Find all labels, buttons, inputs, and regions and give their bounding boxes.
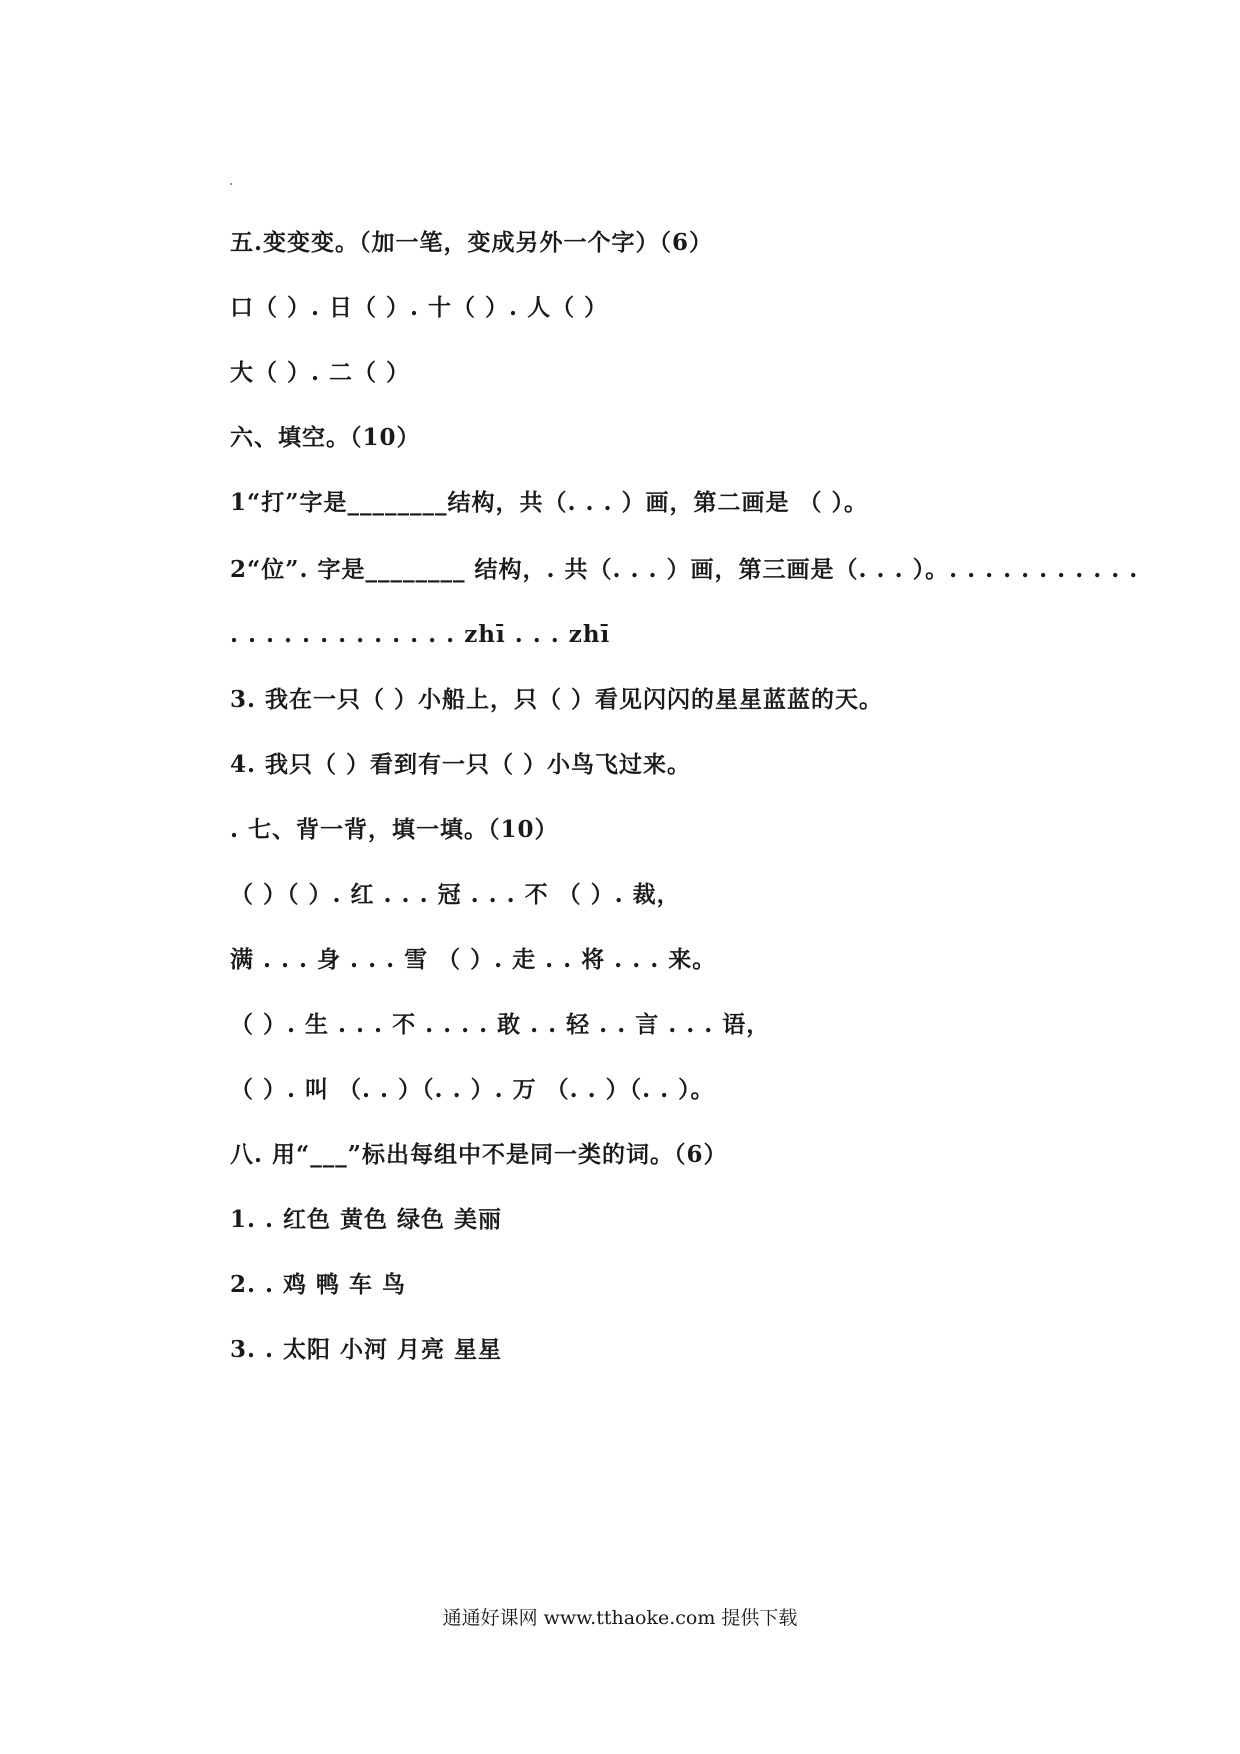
section-5-title: 五.变变变。（加一笔，变成另外一个字）（6） [230,229,714,256]
footer-source: 通通好课网 www.tthaoke.com 提供下载 [442,1607,798,1629]
poem-line-2: 满 . . . 身 . . . 雪 （ ）. 走 . . 将 . . . 来。 [230,946,717,973]
pinyin-hint-row: . . . . . . . . . . . . . zhī . . . zhī [230,621,611,648]
section-8-group-1: 1. . 红色 黄色 绿色 美丽 [230,1206,503,1233]
section-5-row-2: 大（ ）. 二（ ） [230,359,411,386]
section-8-title: 八. 用“___”标出每组中不是同一类的词。（6） [230,1141,728,1168]
section-6-question-2: 2“位”. 字是________ 结构，. 共（. . . ）画，第三画是（. . . ）。. . . . . . . . . . . [230,556,1139,583]
section-5-row-1: 口（ ）. 日（ ）. 十（ ）. 人（ ） [230,294,609,321]
section-6-question-4: 4. 我只（ ）看到有一只（ ）小鸟飞过来。 [230,751,692,778]
section-6-question-3: 3. 我在一只（ ）小船上，只（ ）看见闪闪的星星蓝蓝的天。 [230,686,884,713]
poem-line-3: （ ）. 生 . . . 不 . . . . 敢 . . 轻 . . 言 . . . 语， [230,1011,771,1038]
poem-line-4: （ ）. 叫 （. . ）（. . ）. 万 （. . ）（. . ）。 [230,1076,715,1103]
section-8-group-2: 2. . 鸡 鸭 车 鸟 [230,1271,407,1298]
scan-speck [230,183,232,185]
poem-line-1: （ ）（ ）. 红 . . . 冠 . . . 不 （ ）. 裁， [230,881,681,908]
section-6-title: 六、填空。（10） [230,424,421,451]
section-6-question-1: 1“打”字是________结构，共（. . . ）画，第二画是 （ ）。 [230,489,869,516]
section-8-group-3: 3. . 太阳 小河 月亮 星星 [230,1336,503,1363]
section-7-title: . 七、背一背，填一填。（10） [230,816,559,843]
